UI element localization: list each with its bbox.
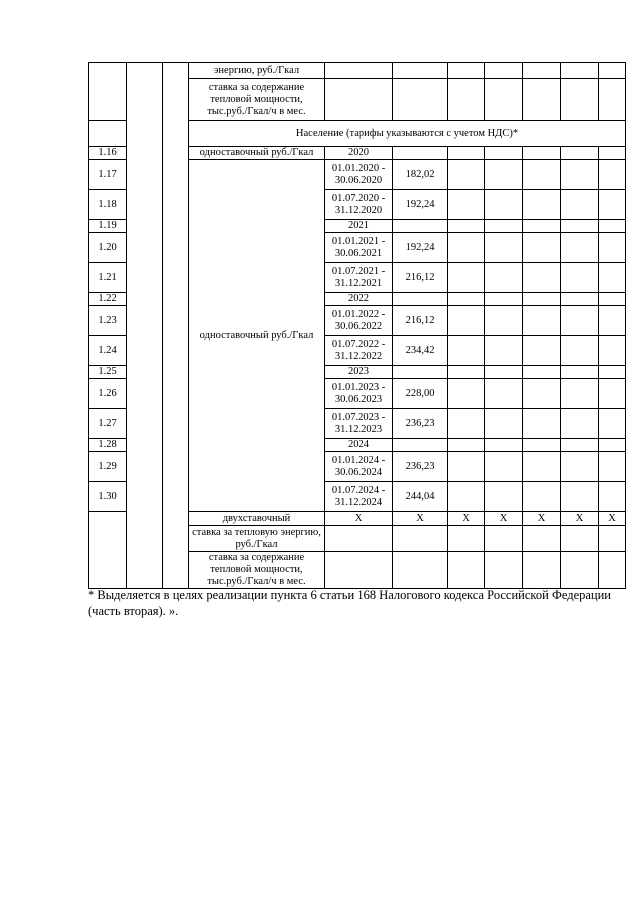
empty-cell: [523, 190, 561, 220]
empty-cell: [561, 552, 599, 589]
period-cell: 01.07.2021 - 31.12.2021: [325, 263, 393, 293]
empty-cell: [561, 263, 599, 293]
empty-cell: [485, 526, 523, 552]
empty-cell: [448, 306, 485, 336]
capacity-rate-label: ставка за содержание тепловой мощности, тыс.руб./Гкал/ч в мес.: [189, 79, 325, 121]
empty-cell: [599, 409, 626, 439]
empty-cell: [561, 379, 599, 409]
empty-cell: [485, 409, 523, 439]
tariff-value: 244,04: [393, 482, 448, 512]
empty-cell: [393, 63, 448, 79]
row-number: 1.17: [89, 160, 127, 190]
row-number: 1.27: [89, 409, 127, 439]
tariff-value: 216,12: [393, 263, 448, 293]
empty-cell: [325, 79, 393, 121]
empty-cell: [485, 160, 523, 190]
row-number: 1.26: [89, 379, 127, 409]
empty-cell: [523, 366, 561, 379]
empty-cell: [325, 63, 393, 79]
row-number: 1.28: [89, 439, 127, 452]
empty-cell: [523, 263, 561, 293]
empty-cell: [485, 190, 523, 220]
empty-cell: [485, 366, 523, 379]
empty-cell: [523, 379, 561, 409]
empty-cell: [561, 233, 599, 263]
empty-cell: [485, 293, 523, 306]
period-cell: 01.01.2021 - 30.06.2021: [325, 233, 393, 263]
empty-cell: [448, 160, 485, 190]
empty-cell: [523, 336, 561, 366]
row-number: 1.20: [89, 233, 127, 263]
empty-cell: [485, 452, 523, 482]
empty-cell: [561, 160, 599, 190]
empty-cell: [485, 552, 523, 589]
empty-cell: [523, 552, 561, 589]
empty-cell: [599, 366, 626, 379]
empty-cell: [599, 63, 626, 79]
empty-cell: [448, 147, 485, 160]
empty-cell: [523, 147, 561, 160]
empty-cell: [325, 552, 393, 589]
year-cell: 2023: [325, 366, 393, 379]
x-mark: X: [448, 512, 485, 526]
empty-cell: [448, 526, 485, 552]
row-number: 1.29: [89, 452, 127, 482]
empty-cell: [599, 190, 626, 220]
tariff-value: 236,23: [393, 452, 448, 482]
empty-cell: [599, 79, 626, 121]
empty-cell: [523, 526, 561, 552]
energy-rate-label: ставка за тепловую энергию, руб./Гкал: [189, 526, 325, 552]
empty-cell: [523, 306, 561, 336]
empty-cell: [561, 147, 599, 160]
empty-cell: [523, 233, 561, 263]
empty-cell: [599, 552, 626, 589]
empty-cell: [448, 293, 485, 306]
empty-cell: [561, 220, 599, 233]
empty-cell: [599, 526, 626, 552]
tariff-value: 182,02: [393, 160, 448, 190]
x-mark: X: [485, 512, 523, 526]
row-number: 1.22: [89, 293, 127, 306]
period-cell: 01.01.2024 - 30.06.2024: [325, 452, 393, 482]
empty-cell: [523, 79, 561, 121]
empty-cell: [561, 79, 599, 121]
tariff-value: 236,23: [393, 409, 448, 439]
year-cell: 2021: [325, 220, 393, 233]
empty-cell: [448, 439, 485, 452]
empty-cell: [485, 263, 523, 293]
empty-cell: [599, 452, 626, 482]
empty-cell: [448, 233, 485, 263]
num-cell: [89, 121, 127, 147]
empty-cell: [448, 336, 485, 366]
empty-cell: [599, 482, 626, 512]
empty-cell: [485, 379, 523, 409]
empty-cell: [325, 526, 393, 552]
empty-cell: [561, 409, 599, 439]
empty-cell: [485, 63, 523, 79]
tariff-value: 192,24: [393, 190, 448, 220]
empty-cell: [393, 366, 448, 379]
empty-cell: [523, 482, 561, 512]
empty-cell: [561, 452, 599, 482]
empty-cell: [561, 63, 599, 79]
num-cell: [89, 512, 127, 589]
x-mark: X: [393, 512, 448, 526]
row-number: 1.24: [89, 336, 127, 366]
row-number: 1.21: [89, 263, 127, 293]
empty-cell: [485, 220, 523, 233]
one-rate-label: одноставочный руб./Гкал: [189, 160, 325, 512]
empty-cell: [599, 220, 626, 233]
row-number: 1.19: [89, 220, 127, 233]
empty-cell: [561, 482, 599, 512]
year-cell: 2022: [325, 293, 393, 306]
one-rate-label-2020: одноставочный руб./Гкал: [189, 147, 325, 160]
empty-cell: [561, 526, 599, 552]
tariff-value: 216,12: [393, 306, 448, 336]
empty-cell: [523, 409, 561, 439]
empty-cell: [393, 79, 448, 121]
empty-cell: [561, 336, 599, 366]
x-mark: X: [523, 512, 561, 526]
empty-cell: [599, 439, 626, 452]
year-cell: 2024: [325, 439, 393, 452]
x-mark: X: [561, 512, 599, 526]
table-row: [89, 63, 626, 79]
capacity-rate-label: ставка за содержание тепловой мощности, тыс.руб./Гкал/ч в мес.: [189, 552, 325, 589]
tariff-value: 234,42: [393, 336, 448, 366]
empty-cell: [561, 306, 599, 336]
x-mark: X: [325, 512, 393, 526]
empty-cell: [561, 439, 599, 452]
footnote: * Выделяется в целях реализации пункта 6 статьи 168 Налогового кодекса Российской Федерации (часть вторая). ».: [88, 588, 611, 618]
row-number: 1.25: [89, 366, 127, 379]
empty-cell: [485, 482, 523, 512]
empty-cell: [523, 439, 561, 452]
empty-cell: [561, 293, 599, 306]
two-rate-label: двухставочный: [189, 512, 325, 526]
empty-cell: [393, 147, 448, 160]
energy-rate-label: энергию, руб./Гкал: [189, 63, 325, 79]
empty-cell: [448, 409, 485, 439]
row-number: 1.23: [89, 306, 127, 336]
empty-cell: [448, 79, 485, 121]
row-number: 1.16: [89, 147, 127, 160]
empty-cell: [485, 306, 523, 336]
empty-cell: [599, 233, 626, 263]
row-number: 1.18: [89, 190, 127, 220]
empty-cell: [393, 439, 448, 452]
empty-cell: [393, 526, 448, 552]
empty-cell: [448, 263, 485, 293]
empty-cell: [448, 482, 485, 512]
empty-cell: [393, 293, 448, 306]
empty-cell: [485, 336, 523, 366]
empty-cell: [393, 220, 448, 233]
year-cell: 2020: [325, 147, 393, 160]
empty-cell: [599, 160, 626, 190]
period-cell: 01.01.2023 - 30.06.2023: [325, 379, 393, 409]
tariff-value: 228,00: [393, 379, 448, 409]
empty-cell: [523, 452, 561, 482]
empty-cell: [485, 439, 523, 452]
empty-cell: [448, 366, 485, 379]
empty-cell: [599, 147, 626, 160]
empty-cell: [523, 293, 561, 306]
empty-cell: [599, 306, 626, 336]
section-header: Население (тарифы указываются с учетом НДС)*: [189, 121, 626, 147]
empty-cell: [448, 379, 485, 409]
period-cell: 01.07.2022 - 31.12.2022: [325, 336, 393, 366]
empty-cell: [599, 379, 626, 409]
empty-cell: [599, 293, 626, 306]
tariff-table: [88, 62, 626, 589]
tariff-value: 192,24: [393, 233, 448, 263]
empty-cell: [485, 233, 523, 263]
empty-cell: [448, 190, 485, 220]
period-cell: 01.07.2020 - 31.12.2020: [325, 190, 393, 220]
period-cell: 01.07.2023 - 31.12.2023: [325, 409, 393, 439]
empty-cell: [523, 160, 561, 190]
empty-cell: [599, 336, 626, 366]
x-mark: X: [599, 512, 626, 526]
period-cell: 01.07.2024 - 31.12.2024: [325, 482, 393, 512]
empty-cell: [523, 220, 561, 233]
empty-cell: [485, 79, 523, 121]
empty-cell: [127, 63, 163, 589]
empty-cell: [561, 190, 599, 220]
empty-cell: [163, 63, 189, 589]
period-cell: 01.01.2020 - 30.06.2020: [325, 160, 393, 190]
empty-cell: [561, 366, 599, 379]
row-number: 1.30: [89, 482, 127, 512]
empty-cell: [523, 63, 561, 79]
empty-cell: [448, 452, 485, 482]
empty-cell: [393, 552, 448, 589]
period-cell: 01.01.2022 - 30.06.2022: [325, 306, 393, 336]
num-cell: [89, 63, 127, 121]
empty-cell: [485, 147, 523, 160]
empty-cell: [599, 263, 626, 293]
empty-cell: [448, 552, 485, 589]
empty-cell: [448, 63, 485, 79]
empty-cell: [448, 220, 485, 233]
